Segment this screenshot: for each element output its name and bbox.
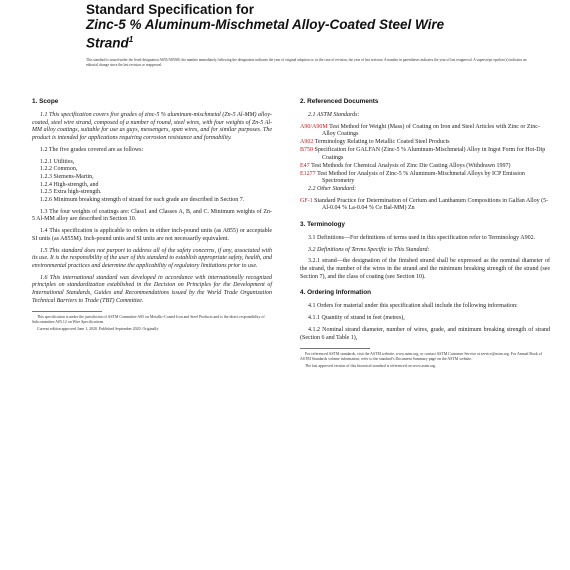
scope-heading: 1. Scope [32,98,59,105]
grades-intro: 1.2 The five grades covered are as follows: [40,146,144,153]
coatings-paragraph: 1.3 The four weights of coatings are: Class1 and Classes A, B, and C. Minimum weights of Zn-5 Al-MM alloy are described in Section 10. [32,208,272,223]
footnote-rule [32,311,102,312]
terminology-specific: 3.2 Definitions of Terms Specific to This Standard: [308,246,430,253]
ordering-item: 4.1.1 Quantity of strand in feet (metres), [308,315,405,322]
title-block [86,2,506,51]
grade-item: 1.2.4 High-strength, and [40,181,99,188]
reference-item [300,139,550,147]
title-line-3-text: Strand [86,35,129,51]
reference-item [300,147,550,162]
footnote-2: Current edition approved June 1, 2020. Published September 2020. Originally [37,327,159,332]
reference-text: Test Methods for Chemical Analysis of Zinc Die Casting Alloys (Withdrawn 1997) [311,162,511,169]
international-paragraph: 1.6 This international standard was developed in accordance with internationally recognized principles on standardization established in the Decision on Principles for the Development of International Standards, Guides and Recommendations issued by the World Trade Organization Technical Barriers to Trade (TBT) Committee. [32,274,272,304]
reference-link[interactable]: A902 [300,139,314,146]
grade-item: 1.2.2 Common, [40,166,78,173]
astm-reference-list [300,124,550,186]
footnote-rule [300,348,370,349]
title-line-1: Standard Specification for [86,2,255,17]
other-reference-list [300,198,550,213]
title-footnote-mark: 1 [128,35,134,44]
ordering-item: 4.1.2 Nominal strand diameter, number of wires, grade, and minimum breaking strength of strand (Section 6 and Table 1), [300,326,550,341]
right-column [300,98,550,371]
left-column [32,98,272,334]
footnote-3: For referenced ASTM standards, visit the ASTM website, www.astm.org, or contact ASTM Customer Service at service@astm.org. For Annual Book of ASTM Standards volume information, refer to the standard's Document Summary page on the ASTM website. [300,352,543,362]
ordering-heading: 4. Ordering Information [300,289,372,297]
ordering-intro: 4.1 Orders for material under this specification shall include the following information: [308,303,518,310]
title-line-3 [86,32,506,51]
strand-definition: 3.2.1 strand—the designation of the finished strand shall be expressed as the nominal diameter of the strand, the number of the wires in the strand and the minimum breaking strength of the strand (see Section 7), and the class of coating (see Section 10). [300,258,550,280]
scope-paragraph-1: 1.1 This specification covers five grades of zinc-5 % aluminum-mischmetal (Zn-5 Al-MM) alloy-coated, steel wire strand, composed of a number of round, steel wires, with four weights of Zn-5 Al-MM alloy coatings, suitable for use as guys, messengers, span wires, and for similar purposes. The product is intended for applications requiring corrosion resistance and formability. [32,112,272,142]
reference-link[interactable]: E1277 [300,170,316,177]
reference-item [300,124,550,139]
reference-item [300,171,550,186]
terminology-heading: 3. Terminology [300,220,345,228]
terminology-definitions: 3.1 Definitions—For definitions of terms used in this specification refer to Terminology A902. [308,234,536,241]
reference-link[interactable]: B750 [300,147,314,154]
reference-text: Test Method for Weight (Mass) of Coating on Iron and Steel Articles with Zinc or Zinc-Alloy Coatings [322,123,540,138]
reference-text: Specification for GALFAN (Zinc-5 % Aluminum-Mischmetal) Alloy in Ingot Form for Hot-Dip Coatings [314,147,546,161]
issuance-note: This standard is issued under the fixed designation A855/A855M; the number immediately following the designation indicates the year of original adoption or, in the case of revision, the year of last revision. A number in parentheses indicates the year of last reapproval. A superscript epsilon (ε) indicates an editorial change since the last revision or reapproval. [86,58,527,68]
referenced-documents-heading: 2. Referenced Documents [300,98,379,105]
reference-text: Test Method for Analysis of Zinc-5 % Aluminum-Mischmetal Alloys by ICP Emission Spectrometry [317,170,525,185]
units-paragraph: 1.4 This specification is applicable to orders in either inch-pound units (as A855) or acceptable SI units (as A855M). Inch-pound units and SI units are not necessarily equivalent. [32,228,272,242]
reference-text: Terminology Relating to Metallic Coated Steel Products [314,139,450,146]
safety-paragraph: 1.5 This standard does not purport to address all of the safety concerns, if any, associated with its use. It is the responsibility of the user of this standard to establish appropriate safety, health, and environmental practices and determine the applicability of regulatory limitations prior to use. [32,247,272,269]
reference-link[interactable]: E47 [300,162,310,169]
reference-link[interactable]: A90/A90M [300,123,328,130]
reference-item [300,163,550,171]
reference-link[interactable]: GF-1 [300,197,313,204]
grades-note: 1.2.6 Minimum breaking strength of strand for each grade are described in Section 7. [40,197,245,204]
other-standards-intro: 2.2 Other Standard: [308,186,357,193]
reference-text: Standard Practice for Determination of Cerium and Lanthanum Compositions in Galfan Alloy (5-Al-0.04 % La-0.04 % Ce Bal-MM) Zn [314,197,549,212]
reference-item [300,198,550,213]
grade-item: 1.2.1 Utilities, [40,158,75,165]
footnote-1: This specification is under the jurisdiction of ASTM Committee A05 on Metallic-Coated Iron and Steel Products and is the direct responsibility of Subcommittee A05.12 on Wire Specifications. [32,315,265,325]
astm-standards-intro: 2.1 ASTM Standards: [308,112,360,118]
grade-item: 1.2.3 Siemens-Martin, [40,173,94,180]
title-line-2: Zinc-5 % Aluminum-Mischmetal Alloy-Coated Steel Wire [86,17,445,32]
grades-list [32,159,272,198]
grade-item: 1.2.5 Extra high-strength. [40,189,102,196]
footnote-4: The last approved version of this historical standard is referenced on www.astm.org. [305,364,437,369]
